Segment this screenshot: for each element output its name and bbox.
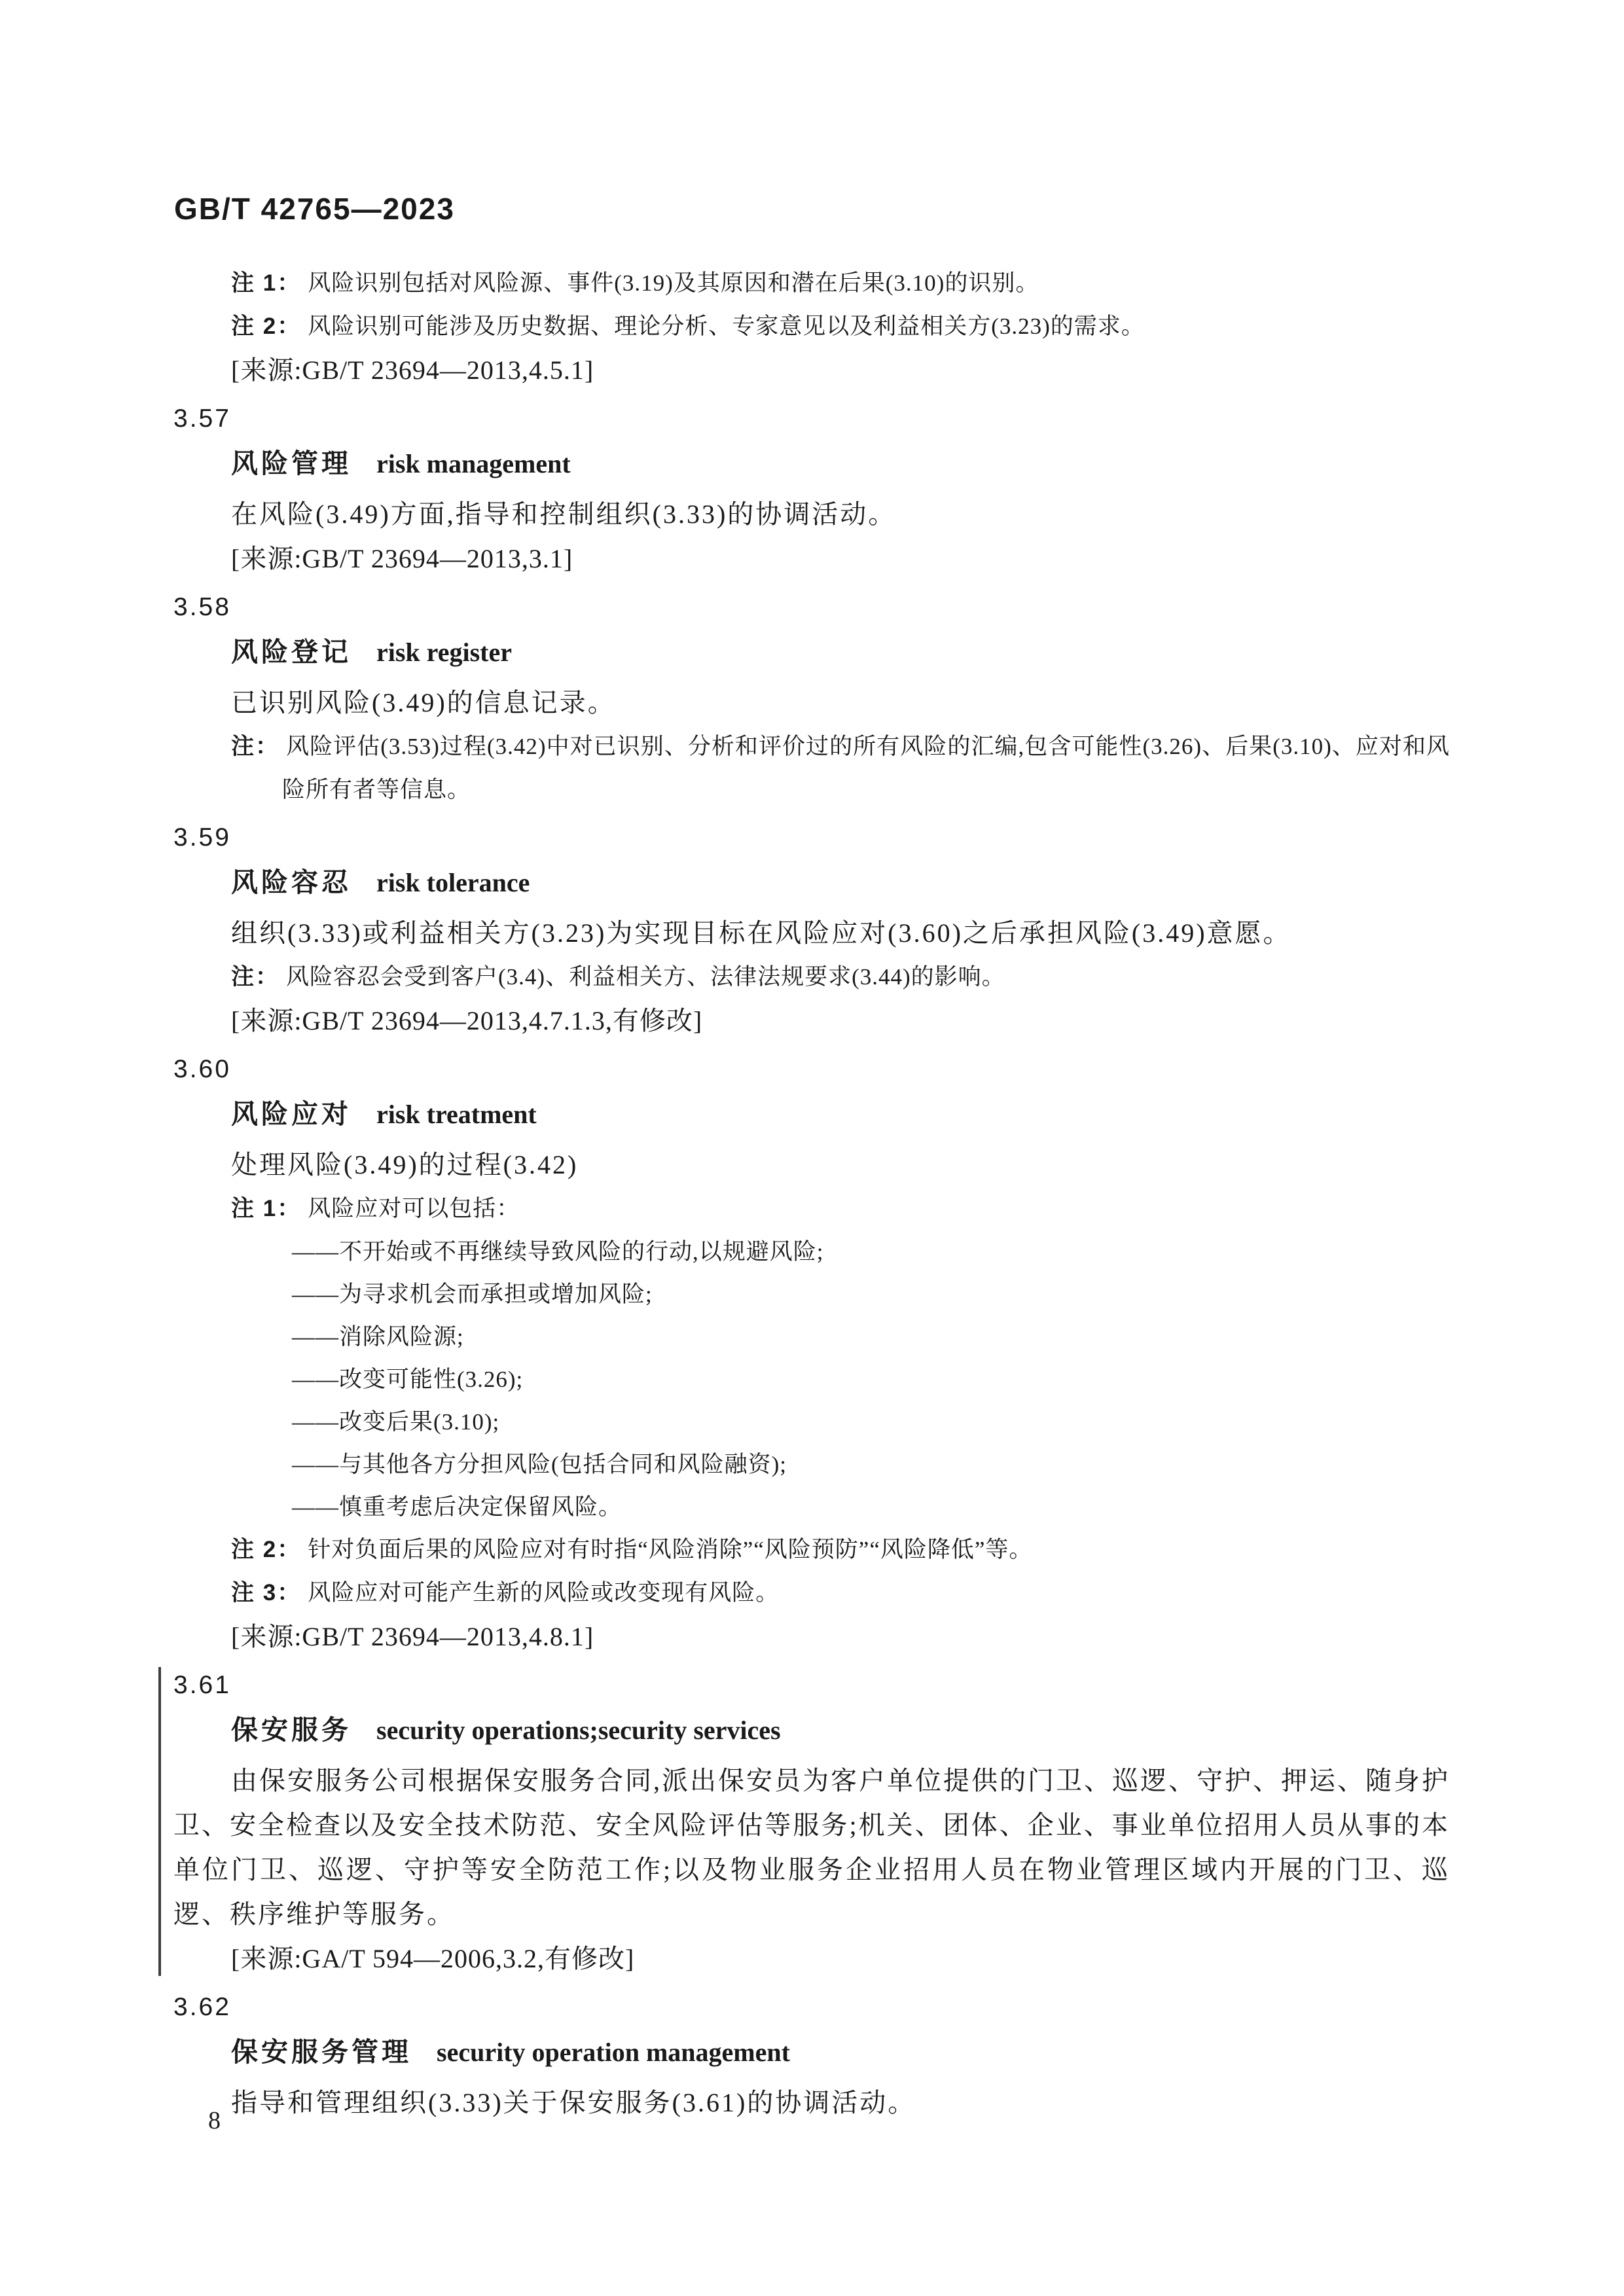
note bbox=[173, 1187, 1450, 1230]
note-text: 风险识别包括对风险源、事件(3.19)及其原因和潜在后果(3.10)的识别。 bbox=[308, 270, 1039, 296]
term-title-en: security operation management bbox=[437, 2037, 790, 2067]
term-section-3-62 bbox=[173, 1985, 1450, 2125]
note-text: 风险应对可以包括： bbox=[308, 1196, 520, 1221]
intro-notes bbox=[173, 262, 1450, 393]
note-label: 注 1： bbox=[231, 270, 302, 296]
note bbox=[173, 262, 1450, 305]
term-number: 3.61 bbox=[173, 1671, 231, 1699]
treatment-option-item: ——改变可能性(3.26); bbox=[292, 1367, 524, 1392]
term-heading bbox=[173, 630, 1450, 681]
term-title-en: risk treatment bbox=[376, 1100, 537, 1129]
treatment-option-item: ——慎重考虑后决定保留风险。 bbox=[292, 1494, 623, 1520]
term-definition: 指导和管理组织(3.33)关于保安服务(3.61)的协调活动。 bbox=[231, 2088, 916, 2117]
term-definition: 在风险(3.49)方面,指导和控制组织(3.33)的协调活动。 bbox=[231, 499, 897, 529]
term-title-en: risk management bbox=[376, 449, 571, 478]
treatment-option-item: ——与其他各方分担风险(包括合同和风险融资); bbox=[292, 1452, 787, 1477]
term-definition: 处理风险(3.49)的过程(3.42) bbox=[231, 1150, 579, 1179]
note-label: 注 1： bbox=[231, 1196, 302, 1221]
term-definition: 组织(3.33)或利益相关方(3.23)为实现目标在风险应对(3.60)之后承担风险(3.49)意愿。 bbox=[231, 918, 1291, 948]
note-label: 注： bbox=[231, 734, 280, 759]
term-heading bbox=[173, 860, 1450, 911]
term-title-zh: 保安服务 bbox=[231, 1715, 352, 1745]
treatment-option-item: ——消除风险源; bbox=[292, 1324, 464, 1350]
term-title-zh: 风险容忍 bbox=[231, 867, 352, 897]
term-number: 3.58 bbox=[173, 593, 231, 621]
note-text: 风险识别可能涉及历史数据、理论分析、专家意见以及利益相关方(3.23)的需求。 bbox=[308, 314, 1145, 339]
page-number: 8 bbox=[208, 2107, 221, 2134]
treatment-option-item: ——不开始或不再继续导致风险的行动,以规避风险; bbox=[292, 1239, 824, 1265]
term-heading bbox=[173, 1708, 1450, 1759]
term-section-3-61 bbox=[173, 1663, 1450, 1981]
note bbox=[173, 725, 1450, 812]
term-title-en: security operations;security services bbox=[376, 1715, 781, 1745]
note bbox=[173, 1571, 1450, 1615]
note-text: 风险容忍会受到客户(3.4)、利益相关方、法律法规要求(3.44)的影响。 bbox=[286, 964, 1005, 990]
treatment-option-item: ——改变后果(3.10); bbox=[292, 1409, 500, 1435]
note-label: 注： bbox=[231, 964, 280, 990]
content-area bbox=[173, 262, 1450, 2125]
term-section-3-57 bbox=[173, 397, 1450, 581]
note bbox=[173, 305, 1450, 348]
source-ref: [来源:GA/T 594—2006,3.2,有修改] bbox=[231, 1944, 635, 1973]
note bbox=[173, 1528, 1450, 1571]
term-definition: 已识别风险(3.49)的信息记录。 bbox=[231, 688, 616, 717]
revision-change-bar bbox=[158, 1667, 161, 1976]
term-number: 3.62 bbox=[173, 1993, 231, 2021]
term-section-3-58 bbox=[173, 585, 1450, 812]
term-number: 3.59 bbox=[173, 823, 231, 852]
note-label: 注 2： bbox=[231, 314, 302, 339]
term-section-3-59 bbox=[173, 816, 1450, 1043]
note-text: 针对负面后果的风险应对有时指“风险消除”“风险预防”“风险降低”等。 bbox=[308, 1537, 1033, 1562]
document-number: GB/T 42765—2023 bbox=[174, 192, 455, 226]
term-heading bbox=[173, 441, 1450, 492]
source-ref: [来源:GB/T 23694—2013,4.7.1.3,有修改] bbox=[231, 1006, 703, 1035]
term-title-zh: 风险登记 bbox=[231, 637, 352, 667]
term-title-zh: 风险管理 bbox=[231, 448, 352, 478]
term-number: 3.60 bbox=[173, 1055, 231, 1083]
note bbox=[173, 956, 1450, 999]
term-title-zh: 风险应对 bbox=[231, 1099, 352, 1129]
note-label: 注 2： bbox=[231, 1537, 302, 1562]
term-title-zh: 保安服务管理 bbox=[231, 2037, 412, 2067]
source-ref: [来源:GB/T 23694—2013,4.8.1] bbox=[231, 1622, 594, 1651]
term-number: 3.57 bbox=[173, 404, 231, 433]
note-text: 风险应对可能产生新的风险或改变现有风险。 bbox=[308, 1580, 780, 1605]
treatment-option-item: ——为寻求机会而承担或增加风险; bbox=[292, 1282, 653, 1307]
term-title-en: risk register bbox=[376, 637, 512, 667]
note-label: 注 3： bbox=[231, 1580, 302, 1605]
term-section-3-60 bbox=[173, 1047, 1450, 1659]
source-ref: [来源:GB/T 23694—2013,4.5.1] bbox=[231, 355, 594, 385]
term-definition: 由保安服务公司根据保安服务合同,派出保安员为客户单位提供的门卫、巡逻、守护、押运、随身护卫、安全检查以及安全技术防范、安全风险评估等服务;机关、团体、企业、事业单位招用人员从事的本单位门卫、巡逻、守护等安全防范工作;以及物业服务企业招用人员在物业管理区域内开展的门卫、巡逻、秩序维护等服务。 bbox=[173, 1766, 1450, 1929]
term-heading bbox=[173, 2030, 1450, 2081]
term-heading bbox=[173, 1092, 1450, 1143]
source-ref: [来源:GB/T 23694—2013,3.1] bbox=[231, 544, 573, 573]
term-title-en: risk tolerance bbox=[376, 868, 530, 897]
note-text: 风险评估(3.53)过程(3.42)中对已识别、分析和评价过的所有风险的汇编,包含可能性(3.26)、后果(3.10)、应对和风险所有者等信息。 bbox=[282, 734, 1450, 802]
